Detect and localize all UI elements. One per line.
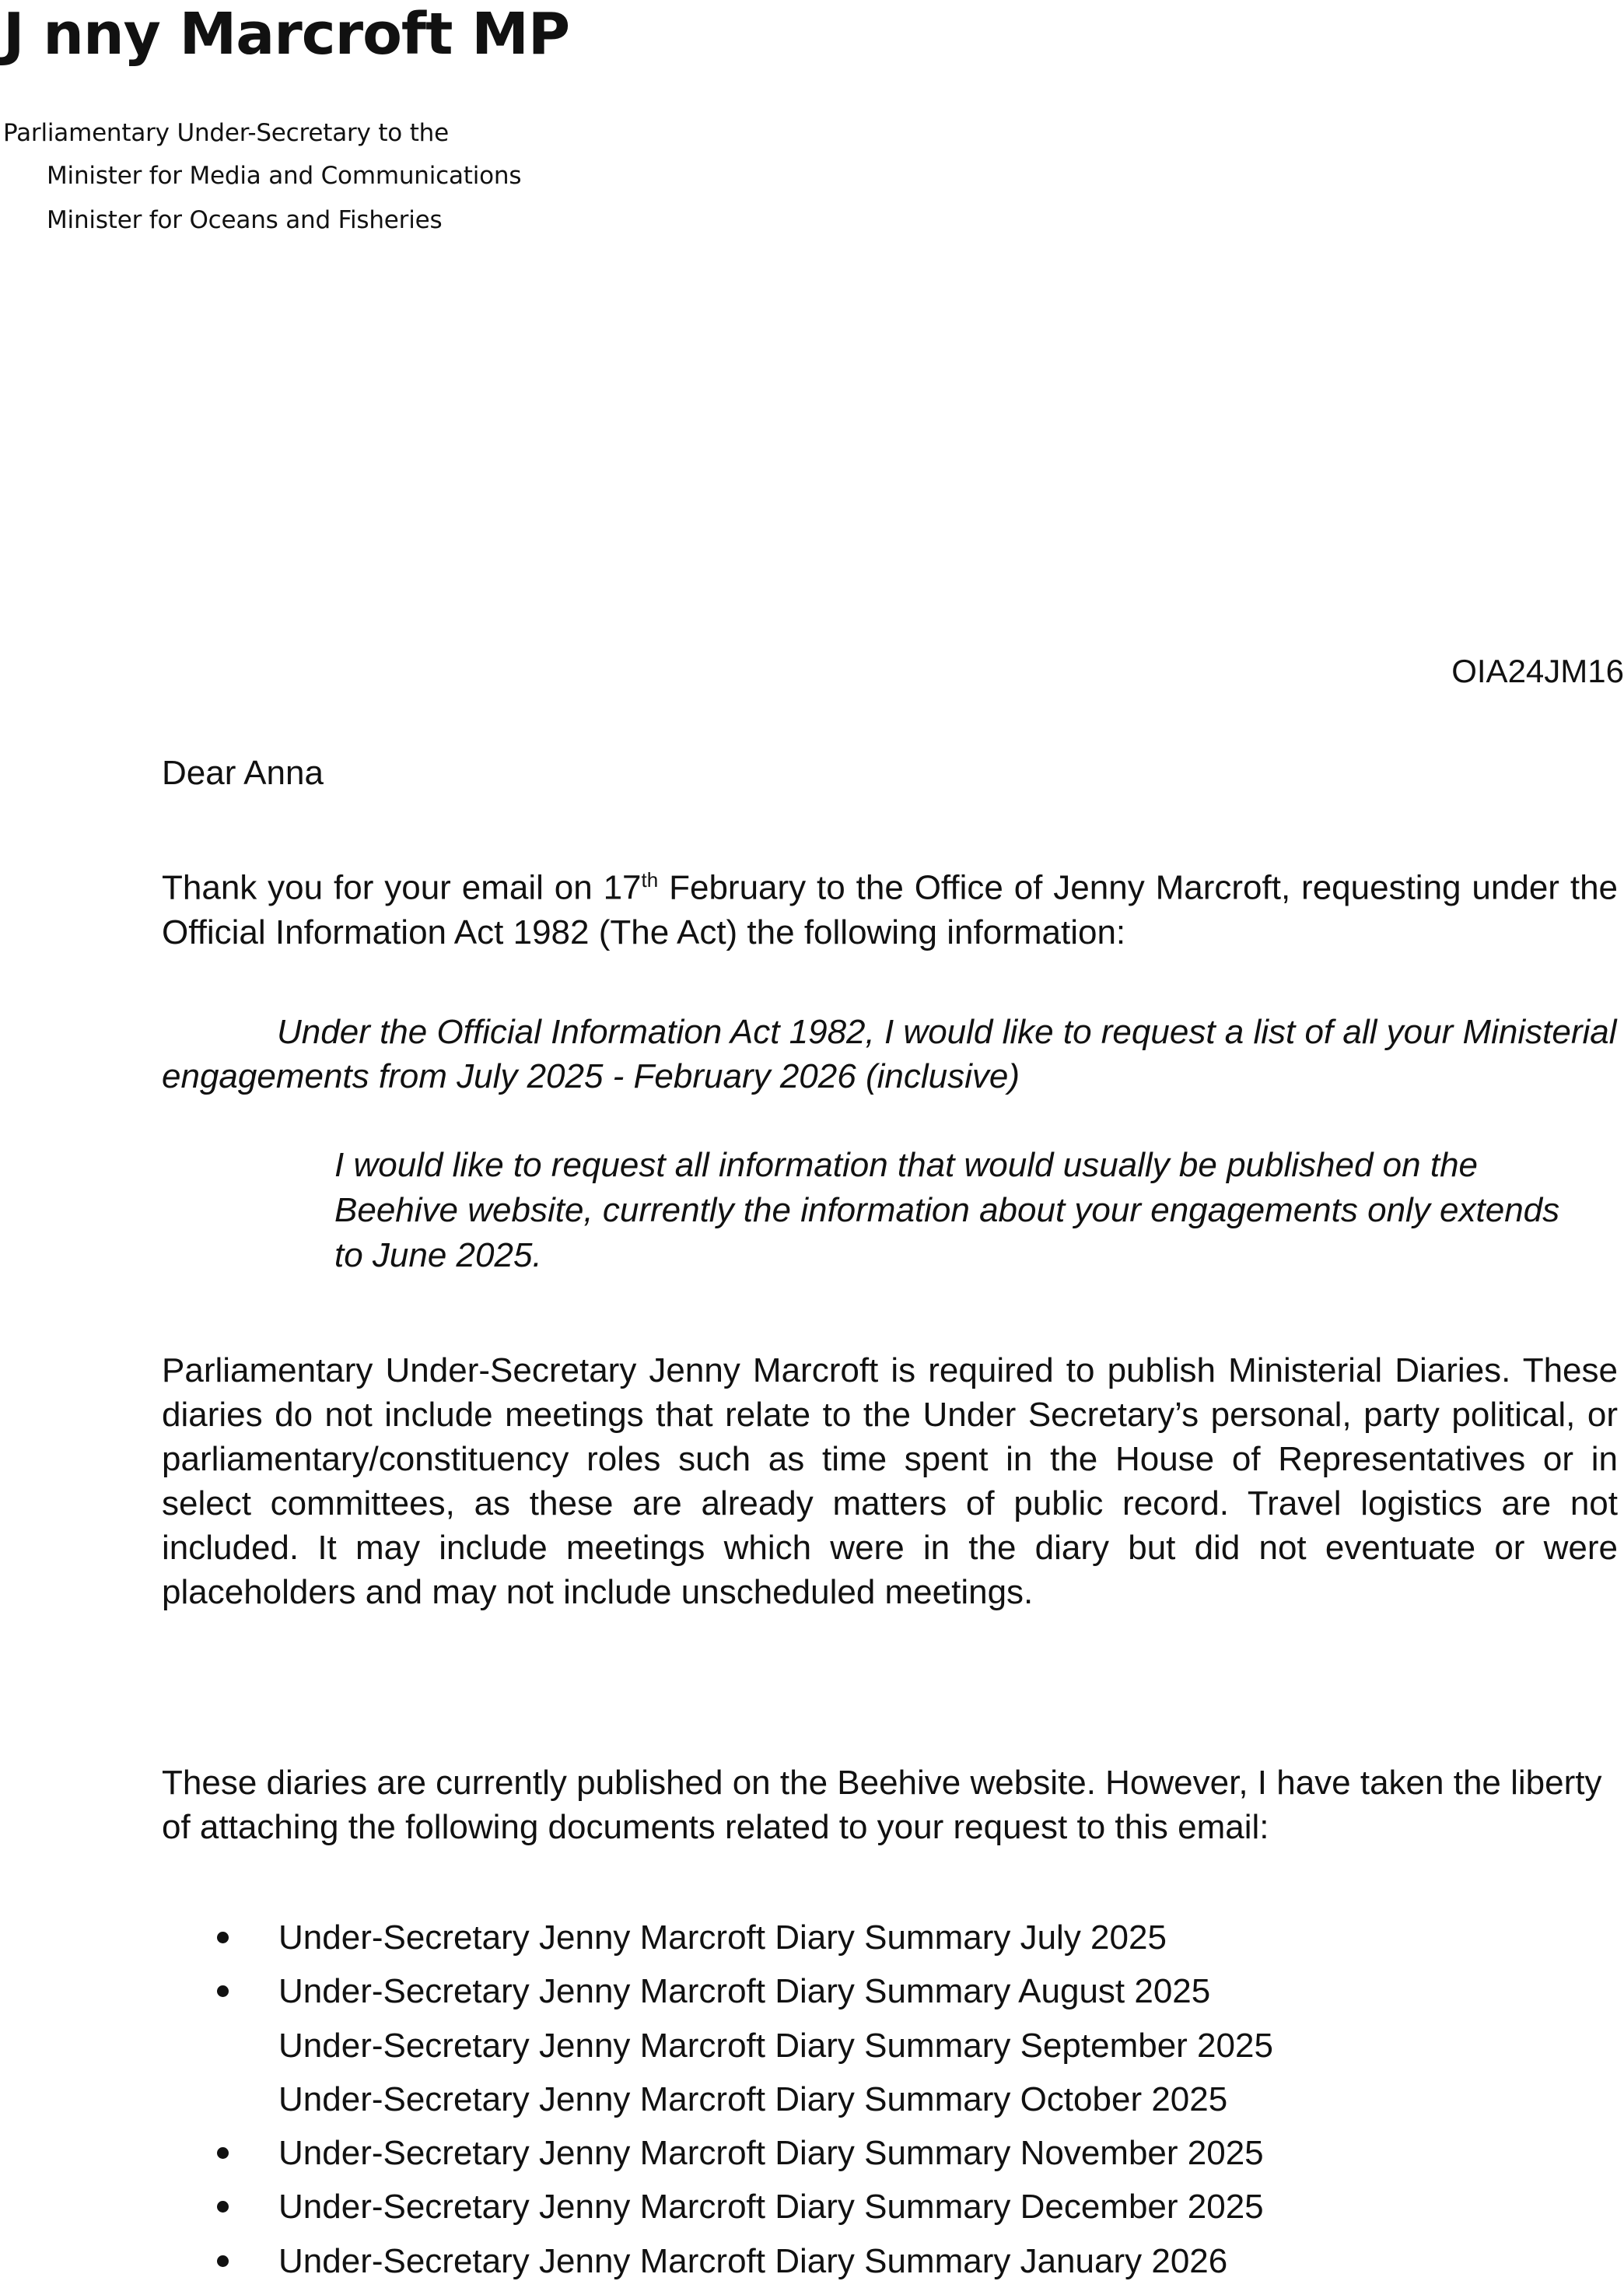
document-label: Under-Secretary Jenny Marcroft Diary Summary November 2025 (278, 2134, 1264, 2173)
letterhead-name: J nny Marcroft MP (3, 1, 570, 68)
intro-paragraph (162, 858, 1618, 955)
document-label: Under-Secretary Jenny Marcroft Diary Summary July 2025 (278, 1918, 1167, 1957)
bullet-icon (217, 2040, 229, 2051)
bullet-icon (217, 1985, 229, 1997)
salutation: Dear Anna (162, 754, 324, 792)
document-label: Under-Secretary Jenny Marcroft Diary Summary September 2025 (278, 2026, 1273, 2065)
document-label: Under-Secretary Jenny Marcroft Diary Summary December 2025 (278, 2188, 1264, 2227)
document-label: Under-Secretary Jenny Marcroft Diary Summary January 2026 (278, 2241, 1228, 2280)
bullet-icon (217, 2147, 229, 2159)
request-quote: Under the Official Information Act 1982, I would like to request a list of all your Ministerial engagements from July 2025 - February 2026 (inclusive) (162, 1013, 1617, 1095)
intro-text-end: February to the Office of Jenny Marcroft, requesting under the Official Information Act 1982 (The Act) the following information: (162, 868, 1619, 951)
bullet-icon (217, 1932, 229, 1943)
request-detail-quote: I would like to request all information that would usually be published on the Beehive website, currently the information about your engagements only extends to June 2025. (334, 1146, 1560, 1274)
role-line-3: Minister for Oceans and Fisheries (47, 206, 443, 234)
published-paragraph: These diaries are currently published on the Beehive website. However, I have taken the liberty of attaching the following documents related to your request to this email: (162, 1764, 1602, 1846)
document-label: Under-Secretary Jenny Marcroft Diary Summary October 2025 (278, 2080, 1228, 2118)
intro-text-start: Thank you for your email on 17 (162, 868, 642, 907)
bullet-icon (217, 2255, 229, 2267)
bullet-icon (217, 2201, 229, 2213)
role-line-1: Parliamentary Under-Secretary to the (3, 119, 449, 147)
intro-superscript: th (641, 868, 659, 892)
document-label: Under-Secretary Jenny Marcroft Diary Summary August 2025 (278, 1972, 1211, 2011)
reference-number: OIA24JM16 (1451, 653, 1624, 689)
diaries-paragraph: Parliamentary Under-Secretary Jenny Marcroft is required to publish Ministerial Diaries. These diaries do not include meetings that relate to the Under Secretary’s personal, party political, or parliamentary/constituency roles such as time spent in the House of Representatives or in select committees, as these are already matters of public record. Travel logistics are not included. It may include meetings which were in the diary but did not eventuate or were placeholders and may not include unscheduled meetings. (162, 1351, 1618, 1611)
bullet-icon (217, 2094, 229, 2105)
role-line-2: Minister for Media and Communications (47, 162, 522, 190)
